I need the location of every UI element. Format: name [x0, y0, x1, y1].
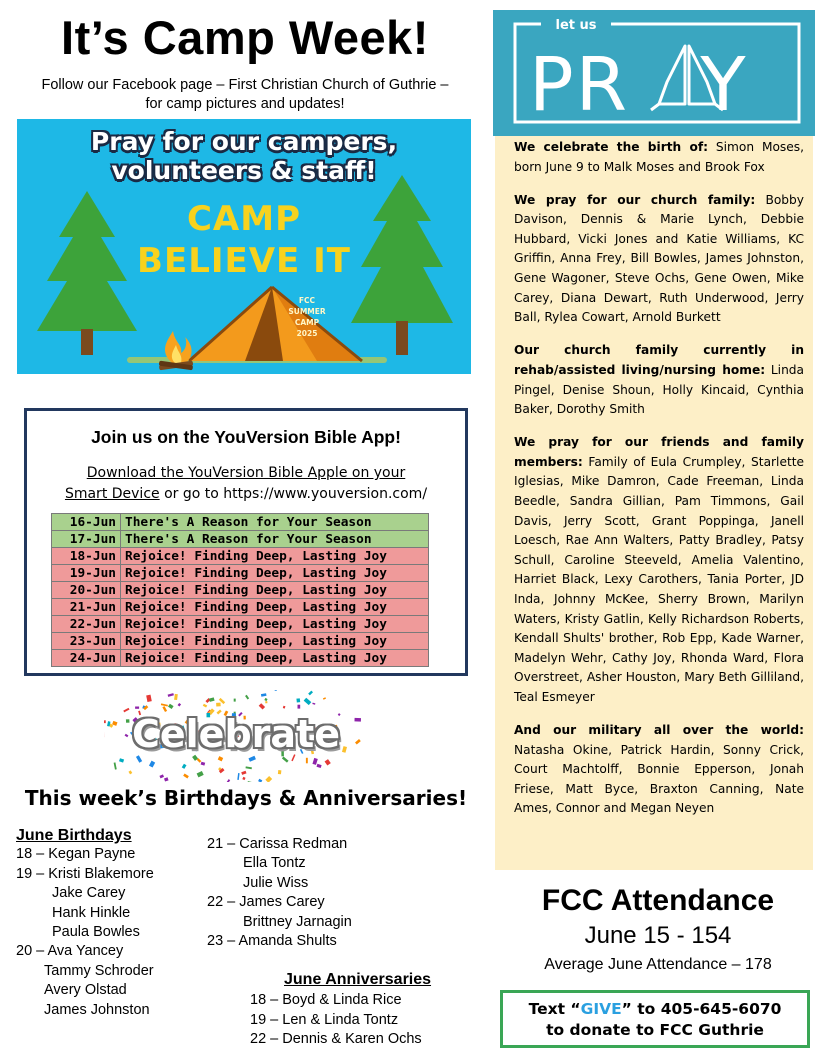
give-suffix: ” to 405-645-6070 — [621, 1000, 782, 1018]
reading-title: Rejoice! Finding Deep, Lasting Joy — [121, 548, 429, 565]
reading-title: Rejoice! Finding Deep, Lasting Joy — [121, 565, 429, 582]
anniversaries-list — [250, 970, 470, 1050]
confetti-piece — [325, 759, 331, 765]
reading-title: Rejoice! Finding Deep, Lasting Joy — [121, 633, 429, 650]
confetti-piece — [275, 690, 277, 691]
bible-app-subtitle-device: Smart Device — [64, 486, 160, 502]
prayer-section-lead: We pray for our church family: — [514, 192, 756, 207]
banner-headline-line2: volunteers & staff! — [111, 156, 377, 185]
confetti-piece — [259, 703, 265, 709]
bible-app-subtitle — [27, 463, 465, 505]
reading-title: There's A Reason for Your Season — [121, 531, 429, 548]
birthdays-column-2 — [207, 835, 407, 951]
birthday-entry: Avery Olstad — [44, 982, 127, 999]
prayer-section-names: Linda Pingel, Denise Shoun, Holly Kincaid, Cynthia Baker, Dorothy Smith — [514, 362, 804, 417]
let-us-pray-logo — [493, 10, 815, 136]
camp-banner — [17, 119, 471, 374]
birthday-entry: Hank Hinkle — [52, 904, 131, 921]
confetti-piece — [136, 755, 142, 763]
bible-app-box — [24, 408, 468, 676]
prayer-section — [514, 191, 804, 328]
tent-label — [277, 295, 337, 339]
reading-plan-table — [51, 513, 429, 667]
birthday-entry: 23 – Amanda Shults — [207, 933, 337, 950]
confetti-piece — [246, 766, 252, 769]
attendance-week: June 15 - 154 — [584, 922, 732, 949]
bible-app-link[interactable]: or go to https://www.youversion.com/ — [159, 486, 428, 502]
text-to-give-box — [500, 990, 810, 1048]
confetti-piece — [209, 697, 215, 702]
pray-logo-big-text — [529, 42, 748, 128]
confetti-piece — [241, 771, 246, 775]
confetti-piece — [264, 698, 267, 701]
reading-plan-row — [52, 633, 429, 650]
tent-label-line: FCC — [298, 296, 316, 305]
pray-logo-artwork — [493, 10, 815, 136]
anniversary-entry: 22 – Dennis & Karen Ochs — [250, 1031, 422, 1048]
banner-headline-line1: Pray for our campers, — [90, 127, 398, 156]
confetti-piece — [323, 697, 326, 699]
confetti-piece — [308, 691, 313, 696]
confetti-piece — [225, 779, 230, 782]
birthday-entry: Tammy Schroder — [44, 962, 154, 979]
birthday-entry: 19 – Kristi Blakemore — [16, 865, 154, 882]
pray-logo-pr: PR — [529, 42, 625, 128]
anniversary-entry: 19 – Len & Linda Tontz — [250, 1011, 399, 1028]
prayer-section-names: Bobby Davison, Dennis & Marie Lynch, Debbie Hubbard, Vicki Jones and Katie Williams, KC Griffin, Anna Frey, Bill Bowles, James Johnston, Gene Wagoner, Steve Ochs, Gene Owen, Mike Carey, Diana Dewart, Ruth Underwood, Jerry Ball, Rylea Cowart, Arnold Burkett — [514, 192, 804, 325]
prayer-section-lead: Our church family currently in rehab/assisted living/nursing home: — [514, 343, 804, 377]
reading-plan-row — [52, 514, 429, 531]
prayer-section — [514, 341, 804, 419]
birthday-entry: Paula Bowles — [52, 924, 140, 941]
bible-app-title: Join us on the YouVersion Bible App! — [91, 427, 401, 447]
confetti-piece — [135, 707, 139, 709]
confetti-piece — [197, 771, 204, 777]
confetti-piece — [237, 773, 239, 780]
reading-date: 24-Jun — [52, 650, 121, 667]
birthday-entry: James Johnston — [44, 1001, 150, 1018]
reading-title: Rejoice! Finding Deep, Lasting Joy — [121, 582, 429, 599]
anniversary-entry: 18 – Boyd & Linda Rice — [250, 992, 402, 1009]
birthday-entry: Jake Carey — [52, 885, 126, 902]
birthday-entry: Ella Tontz — [243, 855, 306, 872]
birthday-entry: Julie Wiss — [243, 874, 309, 891]
believe-word: BELIEVE IT — [137, 241, 351, 281]
confetti-piece — [164, 777, 169, 781]
confetti-piece — [258, 779, 262, 782]
celebrate-word: Celebrate — [132, 712, 340, 756]
birthdays-anniversaries-heading: This week’s Birthdays & Anniversaries! — [24, 786, 468, 810]
confetti-piece — [282, 757, 289, 763]
facebook-note-line1: Follow our Facebook page – First Christian Church of Guthrie – — [41, 77, 449, 93]
camp-word: CAMP — [186, 199, 302, 239]
prayer-section-names: Simon Moses, born June 9 to Malk Moses and Brook Fox — [514, 140, 805, 174]
birthday-entry: 21 – Carissa Redman — [207, 836, 348, 852]
give-keyword: GIVE — [580, 1000, 622, 1018]
birthday-entry: Brittney Jarnagin — [243, 913, 352, 930]
birthday-entry: 20 – Ava Yancey — [16, 943, 124, 960]
confetti-piece — [159, 774, 164, 778]
give-prefix: Text “ — [528, 1000, 581, 1018]
reading-plan-row — [52, 548, 429, 565]
text-to-give-message — [503, 999, 807, 1041]
reading-date: 19-Jun — [52, 565, 121, 582]
birthdays-column-1 — [16, 826, 216, 1020]
prayer-list — [514, 138, 804, 833]
reading-date: 17-Jun — [52, 531, 121, 548]
confetti-piece — [161, 703, 168, 706]
tent-label-line: 2025 — [296, 329, 318, 338]
facebook-note-line2: for camp pictures and updates! — [145, 96, 345, 112]
confetti-piece — [296, 698, 300, 702]
confetti-piece — [203, 704, 207, 708]
confetti-piece — [216, 703, 221, 707]
reading-date: 20-Jun — [52, 582, 121, 599]
bible-app-subtitle-line1: Download the YouVersion Bible Apple on your — [86, 465, 406, 481]
prayer-section — [514, 433, 804, 707]
give-line2: to donate to FCC Guthrie — [546, 1021, 764, 1039]
reading-plan-row — [52, 582, 429, 599]
confetti-piece — [265, 776, 272, 782]
reading-date: 21-Jun — [52, 599, 121, 616]
reading-plan-row — [52, 616, 429, 633]
confetti-piece — [283, 706, 286, 709]
prayer-section-lead: We pray for our friends and family members: — [514, 435, 804, 469]
confetti-piece — [234, 699, 236, 702]
anniversaries-heading: June Anniversaries — [284, 971, 432, 988]
prayer-section-lead: We celebrate the birth of: — [514, 140, 709, 154]
confetti-piece — [168, 704, 174, 709]
attendance-title: FCC Attendance — [541, 884, 775, 917]
page-title: It’s Camp Week! — [61, 11, 429, 64]
confetti-piece — [265, 701, 267, 703]
birthday-entry: 22 – James Carey — [207, 894, 325, 911]
confetti-piece — [312, 758, 317, 765]
pray-logo-y: Y — [700, 42, 748, 128]
birthdays-heading: June Birthdays — [16, 827, 132, 844]
attendance-average: Average June Attendance – 178 — [544, 956, 772, 973]
reading-plan-row — [52, 650, 429, 667]
reading-date: 18-Jun — [52, 548, 121, 565]
reading-plan-row — [52, 531, 429, 548]
confetti-piece — [182, 764, 187, 769]
confetti-piece — [245, 695, 249, 700]
confetti-piece — [261, 693, 267, 696]
confetti-piece — [119, 758, 124, 762]
prayer-section — [514, 138, 804, 177]
campfire-icon — [159, 331, 194, 370]
reading-title: Rejoice! Finding Deep, Lasting Joy — [121, 616, 429, 633]
confetti-piece — [149, 761, 155, 768]
reading-title: There's A Reason for Your Season — [121, 514, 429, 531]
confetti-piece — [183, 774, 189, 779]
reading-title: Rejoice! Finding Deep, Lasting Joy — [121, 650, 429, 667]
reading-date: 22-Jun — [52, 616, 121, 633]
confetti-piece — [168, 693, 174, 697]
confetti-piece — [247, 781, 253, 782]
confetti-piece — [278, 770, 282, 774]
confetti-piece — [146, 695, 152, 702]
banner-headline — [17, 127, 471, 185]
tent-label-line: CAMP — [294, 318, 320, 327]
prayer-section-names: Family of Eula Crumpley, Starlette Iglesias, Mike Damron, Cade Freeman, Linda Beedle, Sandra Gillian, Pam Timmons, Gail Davis, Jerry Scott, Grant Poppinga, Janell Loesch, Rae Ann Walters, Patty Bradley, Patsy Schull, Caroline Steeveld, Amelia Valentino, Harriet Black, Lexy Carothers, Tania Porter, JD Inda, Johnny McKee, Sherry Brown, Marilyn Waters, Kristy Gatlin, Kelly Richardson Roberts, Kendall Shults' brother, Rob Epp, Kade Warner, Madelyn Wehr, Cathy Joy, Rhonda Ward, Flora Overstreet, Asher Houston, Mary Beth Gilliland, Teal Esmeyer — [514, 454, 804, 704]
pray-logo-small-text: let us — [555, 18, 597, 33]
confetti-piece — [128, 770, 132, 774]
tent-label-line: SUMMER — [288, 307, 326, 316]
birthday-entry: 18 – Kegan Payne — [16, 846, 136, 863]
reading-title: Rejoice! Finding Deep, Lasting Joy — [121, 599, 429, 616]
prayer-section-lead: And our military all over the world: — [514, 723, 804, 738]
reading-plan-row — [52, 565, 429, 582]
confetti-piece — [248, 756, 255, 762]
confetti-piece — [201, 762, 206, 766]
reading-date: 16-Jun — [52, 514, 121, 531]
reading-plan-row — [52, 599, 429, 616]
reading-date: 23-Jun — [52, 633, 121, 650]
confetti-piece — [178, 703, 182, 707]
prayer-section-names: Natasha Okine, Patrick Hardin, Sonny Crick, Court Machtolff, Bonnie Epperson, Jonah Friese, Matt Byce, Braxton Canning, Nate Ames, Connor and Megan Neyen — [514, 742, 804, 816]
confetti-piece — [114, 762, 117, 769]
confetti-piece — [304, 698, 312, 705]
confetti-piece — [316, 764, 321, 768]
confetti-piece — [242, 777, 245, 780]
confetti-piece — [298, 705, 301, 709]
confetti-piece — [306, 758, 308, 764]
facebook-note — [16, 76, 474, 114]
prayer-section — [514, 721, 804, 819]
confetti-piece — [174, 694, 178, 700]
confetti-piece — [312, 703, 315, 705]
confetti-piece — [218, 756, 223, 761]
